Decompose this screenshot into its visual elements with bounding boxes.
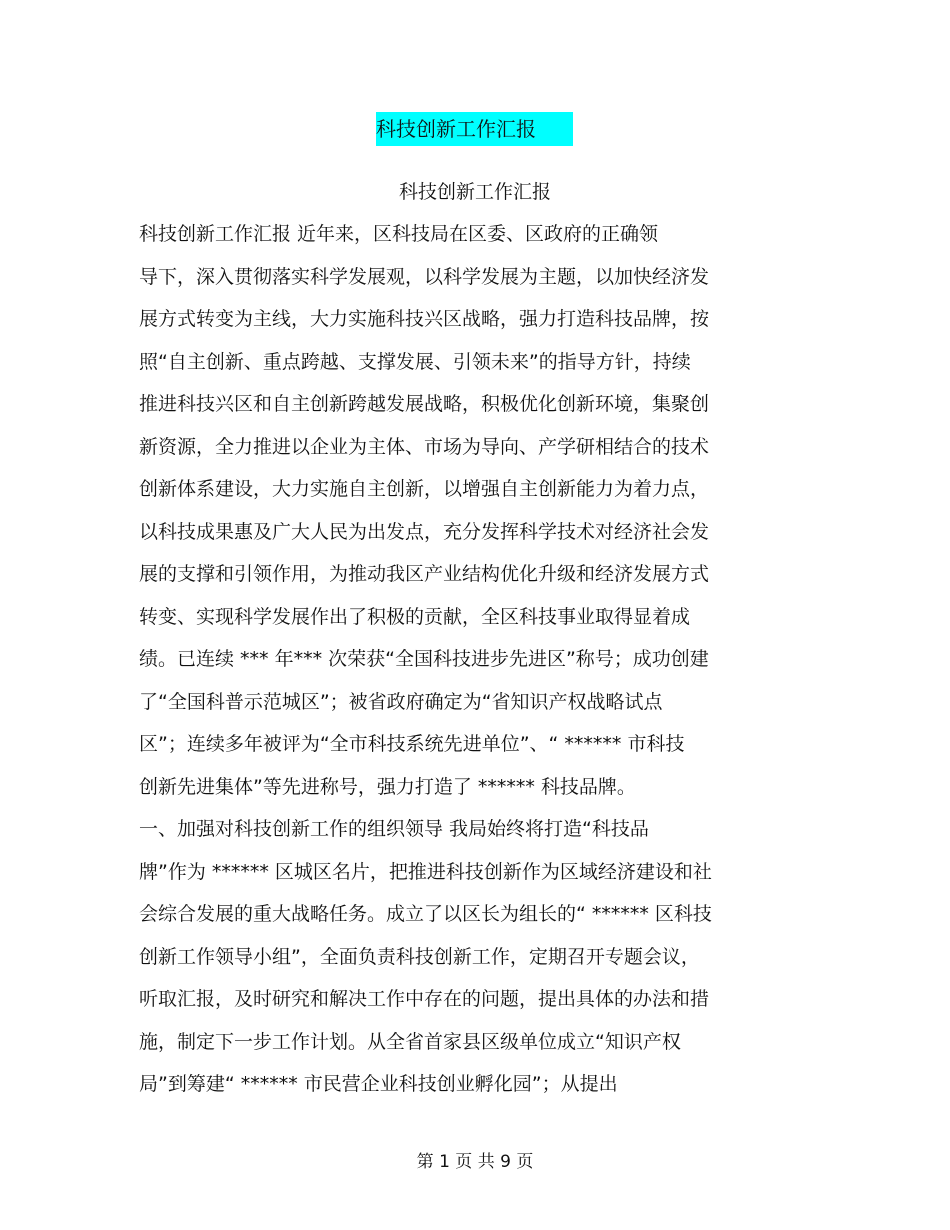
document-subtitle: 科技创新工作汇报 — [398, 181, 551, 203]
text-line: 一、加强对科技创新工作的组织领导 我局始终将打造“科技品 — [139, 818, 649, 840]
text-line: 新资源，全力推进以企业为主体、市场为导向、产学研相结合的技术 — [139, 435, 710, 458]
text-line: 牌”作为 ****** 区城区名片，把推进科技创新作为区域经济建设和社 — [139, 860, 712, 883]
text-line: 以科技成果惠及广大人民为出发点，充分发挥科学技术对经济社会发 — [139, 520, 710, 543]
text-line: 展的支撑和引领作用，为推动我区产业结构优化升级和经济发展方式 — [139, 563, 710, 585]
text-line: 施，制定下一步工作计划。从全省首家县区级单位成立“知识产权 — [139, 1030, 681, 1053]
text-line: 会综合发展的重大战略任务。成立了以区长为组长的“ ****** 区科技 — [139, 903, 712, 925]
text-line: 听取汇报，及时研究和解决工作中存在的问题，提出具体的办法和措 — [139, 988, 710, 1010]
text-line: 转变、实现科学发展作出了积极的贡献，全区科技事业取得显着成 — [139, 605, 691, 628]
text-line: 照“自主创新、重点跨越、支撑发展、引领未来”的指导方针，持续 — [139, 350, 691, 373]
text-line: 创新体系建设，大力实施自主创新，以增强自主创新能力为着力点， — [139, 478, 710, 500]
text-line: 绩。已连续 *** 年*** 次荣获“全国科技进步先进区”称号；成功创建 — [139, 648, 709, 670]
text-line: 展方式转变为主线，大力实施科技兴区战略，强力打造科技品牌，按 — [139, 308, 710, 330]
text-line: 了“全国科普示范城区”；被省政府确定为“省知识产权战略试点 — [139, 690, 663, 713]
text-line: 科技创新工作汇报 近年来，区科技局在区委、区政府的正确领 — [139, 223, 659, 245]
text-line: 推进科技兴区和自主创新跨越发展战略，积极优化创新环境，集聚创 — [139, 393, 710, 415]
text-line: 局”到筹建“ ****** 市民营企业科技创业孵化园”；从提出 — [139, 1073, 618, 1095]
text-line: 创新先进集体”等先进称号，强力打造了 ****** 科技品牌。 — [139, 775, 636, 798]
body-text — [139, 218, 799, 1111]
page-number-footer: 第 1 页 共 9 页 — [416, 1152, 534, 1172]
text-line: 创新工作领导小组”，全面负责科技创新工作，定期召开专题会议， — [139, 945, 700, 968]
text-line: 区”；连续多年被评为“全市科技系统先进单位”、“ ****** 市科技 — [139, 733, 685, 755]
document-title: 科技创新工作汇报 — [376, 112, 573, 146]
text-line: 导下，深入贯彻落实科学发展观，以科学发展为主题，以加快经济发 — [139, 265, 710, 288]
